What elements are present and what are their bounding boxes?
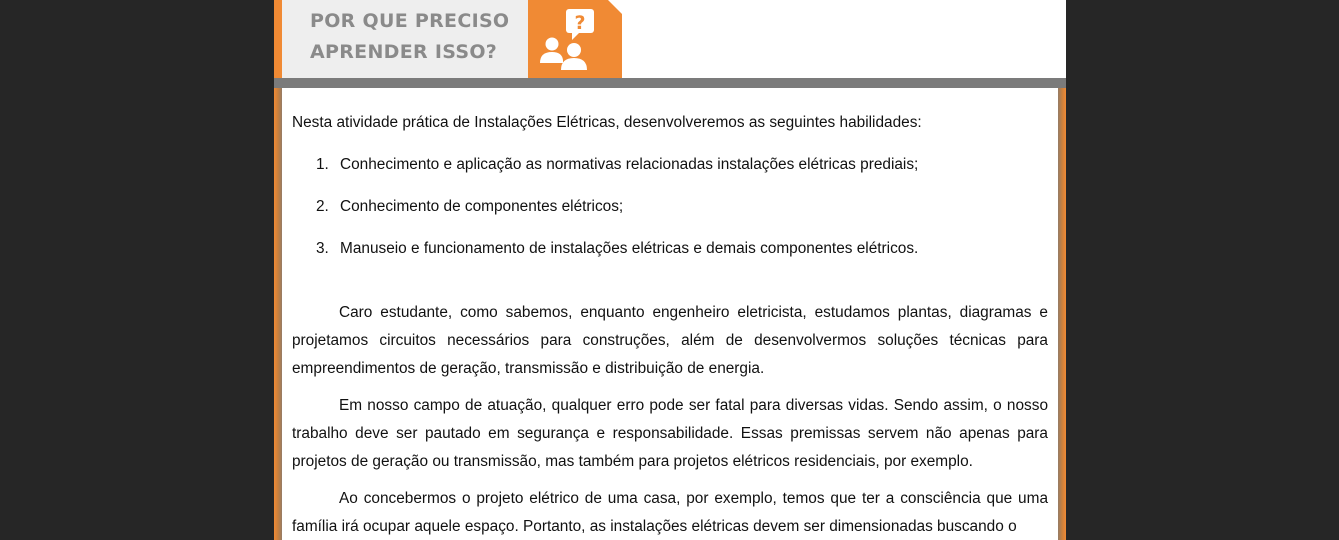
content-text — [292, 112, 1048, 540]
paragraph: Ao concebermos o projeto elétrico de uma casa, por exemplo, temos que ter a consciência que uma família irá ocupar aquele espaço. Portanto, as instalações elétricas devem ser dimensionadas buscando o — [292, 490, 1048, 535]
list-item-text: Conhecimento e aplicação as normativas relacionadas instalações elétricas prediais; — [340, 156, 919, 173]
list-item — [292, 154, 1048, 176]
section-title-line-1: POR QUE PRECISO — [310, 10, 510, 32]
section-title-line-2: APRENDER ISSO? — [310, 41, 498, 63]
document-page — [274, 0, 1066, 540]
list-item-text: Conhecimento de componentes elétricos; — [340, 198, 624, 215]
list-item-number: 1. — [316, 156, 329, 173]
header-title-panel — [282, 0, 536, 78]
list-item-text: Manuseio e funcionamento de instalações elétricas e demais componentes elétricos. — [340, 240, 919, 257]
list-item — [292, 196, 1048, 218]
header-accent-bar — [274, 0, 282, 80]
content-box — [282, 88, 1058, 540]
intro-text: Nesta atividade prática de Instalações Elétricas, desenvolveremos as seguintes habilidades: — [292, 114, 922, 131]
list-item — [292, 238, 1048, 260]
paragraph: Caro estudante, como sabemos, enquanto engenheiro eletricista, estudamos plantas, diagramas e projetamos circuitos necessários para construções, além de desenvolvermos soluções técnicas para empreendimentos de geração, transmissão e distribuição de energia. — [292, 304, 1048, 377]
section-title — [310, 6, 509, 68]
list-item-number: 2. — [316, 198, 329, 215]
section-header — [274, 0, 1066, 80]
content-frame-top — [274, 78, 1066, 88]
svg-text:?: ? — [574, 12, 586, 34]
list-item-number: 3. — [316, 240, 329, 257]
people-question-icon — [528, 0, 622, 80]
skills-list — [292, 154, 1048, 260]
paragraph: Em nosso campo de atuação, qualquer erro pode ser fatal para diversas vidas. Sendo assim, o nosso trabalho deve ser pautado em segurança e responsabilidade. Essas premissas servem não apenas para projetos de geração ou transmissão, mas também para projetos elétricos residenciais, por exemplo. — [292, 397, 1048, 470]
